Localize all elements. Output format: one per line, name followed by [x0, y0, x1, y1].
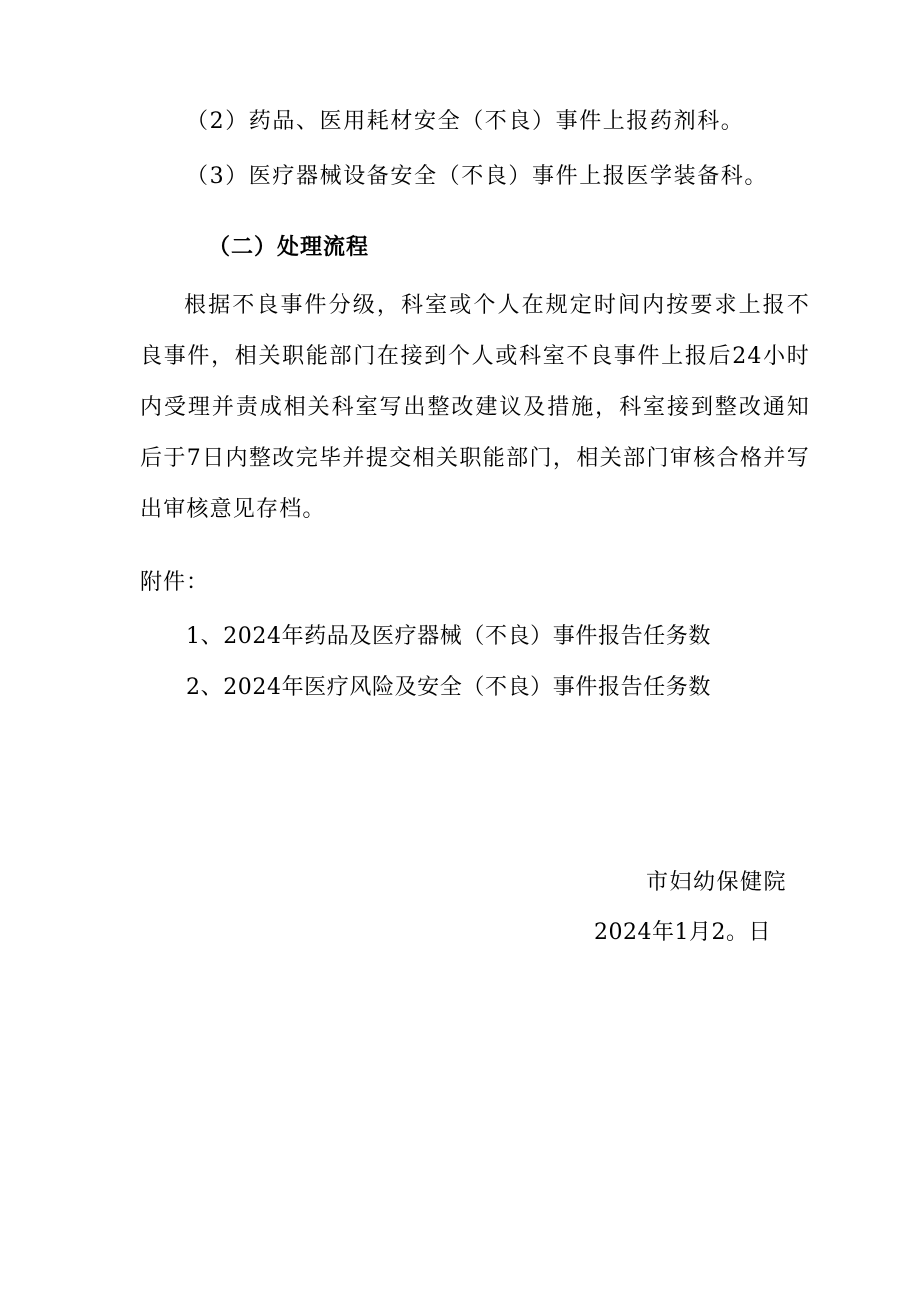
signature-organization: 市妇幼保健院 — [646, 870, 788, 895]
attachments-label: 附件： — [140, 570, 210, 595]
signature-date: 2024年1月2。日 — [594, 920, 771, 945]
list-item-2: （2）药品、医用耗材安全（不良）事件上报药剂科。 — [186, 109, 745, 134]
attachment-item-1: 1、2024年药品及医疗器械（不良）事件报告任务数 — [186, 624, 711, 649]
process-paragraph: 根据不良事件分级，科室或个人在规定时间内按要求上报不良事件，相关职能部门在接到个人或科室不良事件上报后24小时内受理并责成相关科室写出整改建议及措施，科室接到整改通知后于7日内整改完毕并提交相关职能部门，相关部门审核合格并写出审核意见存档。 — [140, 293, 810, 522]
list-item-3: （3）医疗器械设备安全（不良）事件上报医学装备科。 — [186, 164, 768, 189]
section-heading: （二）处理流程 — [208, 234, 370, 260]
attachment-item-2: 2、2024年医疗风险及安全（不良）事件报告任务数 — [186, 675, 711, 700]
